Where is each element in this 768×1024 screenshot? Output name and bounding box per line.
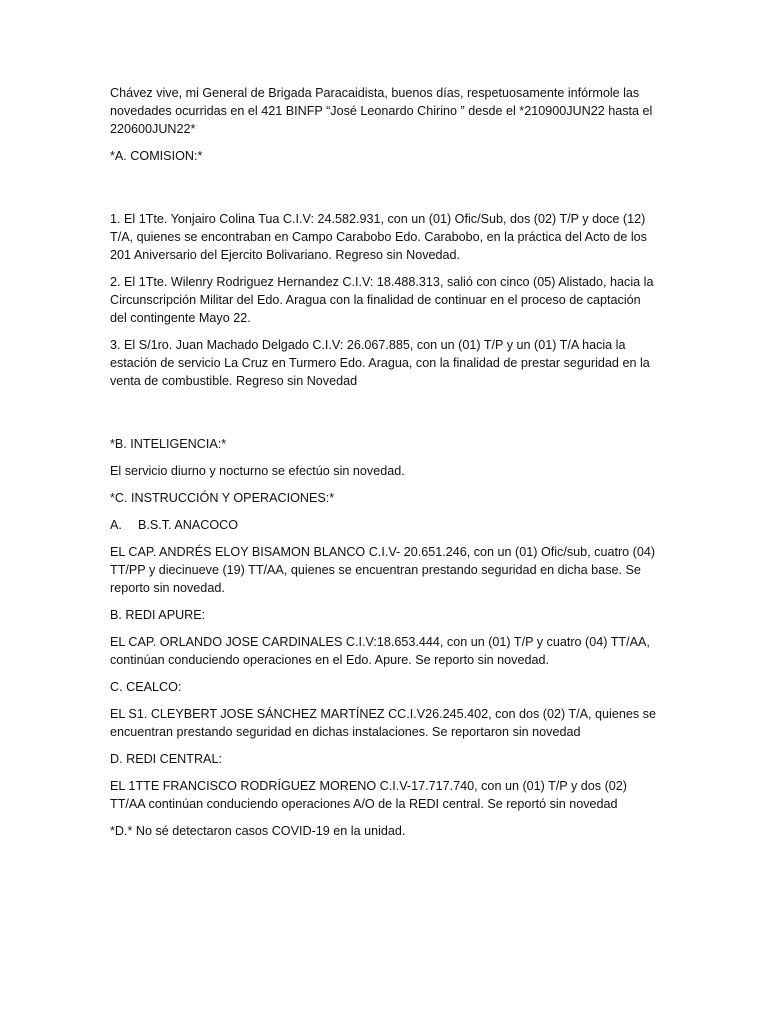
sub-a-letter: A. xyxy=(110,518,122,532)
document-body xyxy=(110,84,660,849)
intro-paragraph: Chávez vive, mi General de Brigada Paracaidista, buenos días, respetuosamente infórmole las novedades ocurridas en el 421 BINFP “José Leonardo Chirino ” desde el *210900JUN22 hasta el 220600JUN22* xyxy=(110,86,653,136)
section-c-sub-c-title: C. CEALCO: xyxy=(110,680,182,694)
section-a-item-1: 1. El 1Tte. Yonjairo Colina Tua C.I.V: 24.582.931, con un (01) Ofic/Sub, dos (02) T/P y doce (12) T/A, quienes se encontraban en Campo Carabobo Edo. Carabobo, en la práctica del Acto de los 201 Aniversario del Ejercito Bolivariano. Regreso sin Novedad. xyxy=(110,212,647,262)
section-b-text: El servicio diurno y nocturno se efectúo sin novedad. xyxy=(110,464,405,478)
section-c-sub-b-title: B. REDI APURE: xyxy=(110,608,206,622)
section-c-sub-a-text: EL CAP. ANDRÉS ELOY BISAMON BLANCO C.I.V- 20.651.246, con un (01) Ofic/sub, cuatro (04) TT/PP y diecinueve (19) TT/AA, quienes se encuentran prestando seguridad en dicha base. Se reporto sin novedad. xyxy=(110,545,656,595)
section-c-sub-d-title: D. REDI CENTRAL: xyxy=(110,752,222,766)
section-a-item-3: 3. El S/1ro. Juan Machado Delgado C.I.V: 26.067.885, con un (01) T/P y un (01) T/A hacia la estación de servicio La Cruz en Turmero Edo. Aragua, con la finalidad de prestar seguridad en la venta de combustible. Regreso sin Novedad xyxy=(110,338,650,388)
section-a-heading: *A. COMISION:* xyxy=(110,149,203,163)
section-a-item-2: 2. El 1Tte. Wilenry Rodriguez Hernandez C.I.V: 18.488.313, salió con cinco (05) Alistado, hacia la Circunscripción Militar del Edo. Aragua con la finalidad de continuar en el proceso de captación del contingente Mayo 22. xyxy=(110,275,654,325)
spacer xyxy=(110,399,660,435)
section-c-sub-d-text: EL 1TTE FRANCISCO RODRÍGUEZ MORENO C.I.V-17.717.740, con un (01) T/P y dos (02) TT/AA continúan conduciendo operaciones A/O de la REDI central. Se reportó sin novedad xyxy=(110,779,627,811)
section-d-text: *D.* No sé detectaron casos COVID-19 en la unidad. xyxy=(110,824,406,838)
section-c-heading: *C. INSTRUCCIÓN Y OPERACIONES:* xyxy=(110,491,335,505)
sub-a-title: B.S.T. ANACOCO xyxy=(138,518,239,532)
spacer xyxy=(110,174,660,210)
section-c-sub-b-text: EL CAP. ORLANDO JOSE CARDINALES C.I.V:18.653.444, con un (01) T/P y cuatro (04) TT/AA, continúan conduciendo operaciones en el Edo. Apure. Se reporto sin novedad. xyxy=(110,635,650,667)
section-c-sub-c-text: EL S1. CLEYBERT JOSE SÁNCHEZ MARTÍNEZ CC.I.V26.245.402, con dos (02) T/A, quienes se encuentran prestando seguridad en dichas instalaciones. Se reportaron sin novedad xyxy=(110,707,656,739)
section-b-heading: *B. INTELIGENCIA:* xyxy=(110,437,227,451)
section-c-sub-a-title xyxy=(110,516,660,534)
